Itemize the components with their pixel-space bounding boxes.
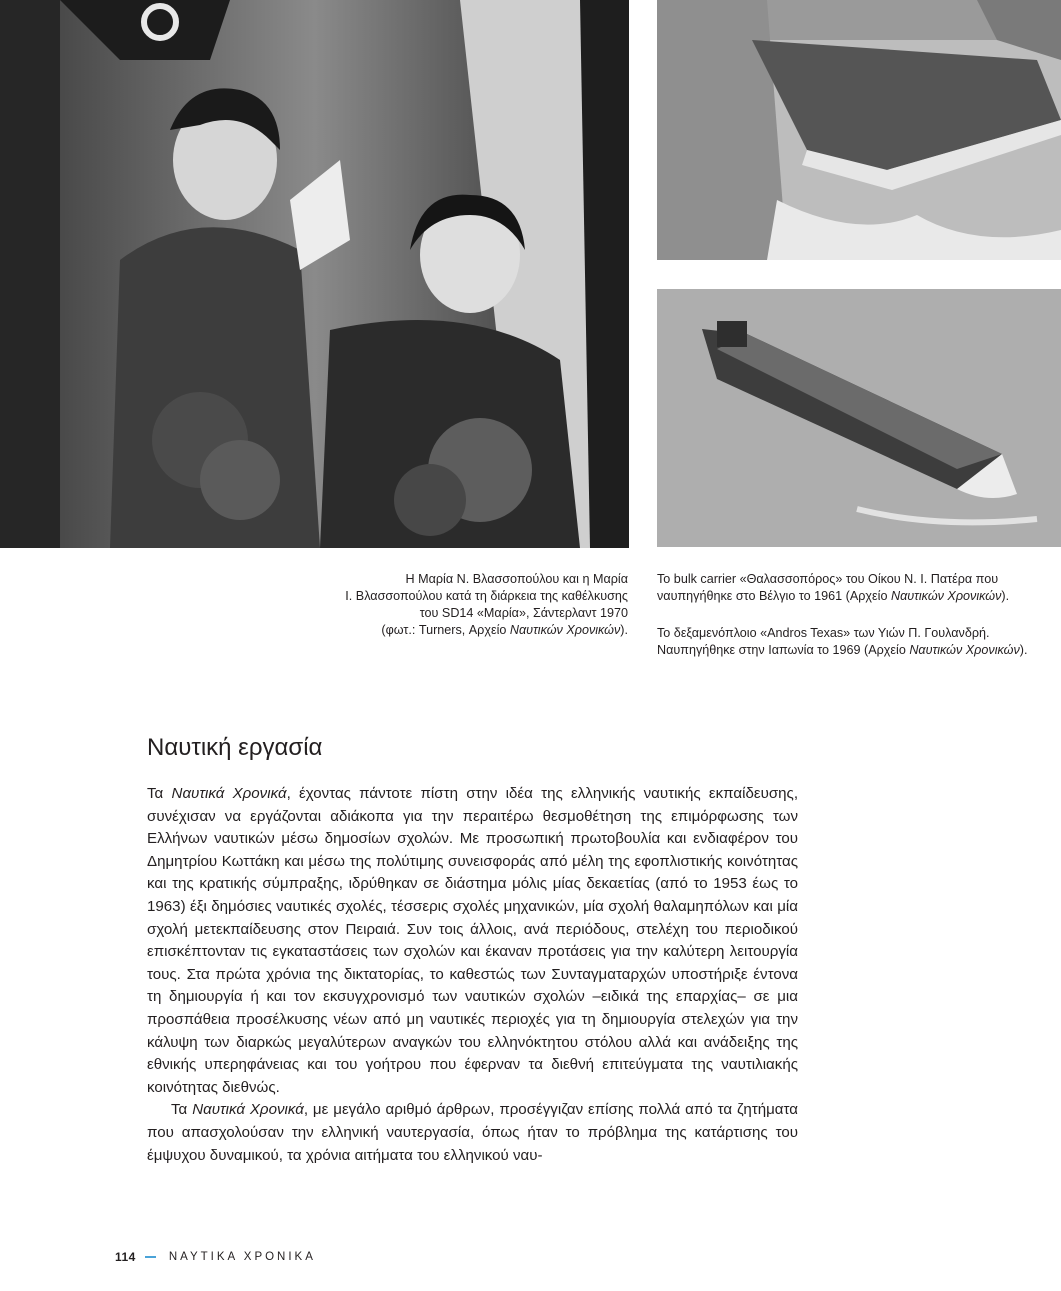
magazine-title: Ναυτικά Χρονικά	[171, 785, 287, 802]
body-text	[147, 783, 798, 1167]
caption-text: ).	[1001, 589, 1010, 603]
caption-line: του SD14 «Μαρία», Σάντερλαντ 1970	[419, 606, 628, 620]
bulk-carrier-photo	[657, 0, 1061, 260]
caption-line: Η Μαρία Ν. Βλασσοπούλου και η Μαρία	[405, 572, 628, 586]
caption-text: Ναυπηγήθηκε στην Ιαπωνία το 1969 (Αρχείο	[657, 643, 910, 657]
caption-line: Το bulk carrier «Θαλασσοπόρος» του Οίκου Ν. Ι. Πατέρα που	[657, 572, 999, 586]
caption-text: ).	[620, 623, 628, 637]
tanker-image	[657, 289, 1061, 547]
caption-bulk-carrier	[657, 571, 1061, 605]
body-paragraph	[147, 783, 798, 1099]
body-paragraph	[147, 1099, 798, 1167]
ship-launch-image	[0, 0, 629, 548]
caption-text: ναυπηγήθηκε στο Βέλγιο το 1961 (Αρχείο	[657, 589, 891, 603]
page-footer	[115, 1250, 316, 1264]
magazine-title: Ναυτικά Χρονικά	[192, 1101, 304, 1119]
paragraph-text: Τα	[147, 785, 172, 802]
paragraph-text: , με μεγάλο αριθμό άρθρων, προσέγγιζαν επίσης πολλά από τα ζητήματα που απασχολούσαν την ελληνική ναυτεργασία, όπως ήταν το πρόβλημα της κατάρτισης του έμψυχου δυναμικού, τα χρόνια αιτήματα του ελληνικού ναυ-	[147, 1101, 799, 1164]
accent-dash	[145, 1256, 156, 1258]
paragraph-text: Τα	[171, 1101, 193, 1119]
caption-text: ).	[1019, 643, 1028, 657]
caption-line	[330, 622, 628, 639]
running-title: ΝΑΥΤΙΚΑ ΧΡΟΝΙΚΑ	[168, 1251, 316, 1263]
page-number: 114	[115, 1250, 136, 1264]
caption-italic-title: Ναυτικών Χρονικών	[890, 589, 1002, 603]
section-heading: Ναυτική εργασία	[147, 734, 323, 761]
caption-text: (φωτ.: Turners, Αρχείο	[381, 623, 510, 637]
caption-line: Ι. Βλασσοπούλου κατά τη διάρκεια της καθέλκυσης	[345, 589, 628, 603]
caption-line	[657, 588, 1061, 605]
bulk-carrier-image	[657, 0, 1061, 260]
paragraph-text: , έχοντας πάντοτε πίστη στην ιδέα της ελληνικής ναυτικής εκπαίδευσης, συνέχισαν να εργάζονται αδιάκοπα για την περαιτέρω θεσμοθέτηση της επιμόρφωσης των Ελλήνων ναυτικών μέσω δημοσίων σχολών. Με προσωπική πρωτοβουλία και ενδιαφέρον του Δημητρίου Κωττάκη και μέσω της πολύτιμης συνεισφοράς από μέλη της εφοπλιστικής κοινότητας και της κρατικής σύμπραξης, ιδρύθηκαν σε διάστημα μόλις μίας δεκαετίας (από το 1953 έως το 1963) έξι δημόσιες ναυτικές σχολές, τέσσερις σχολές μηχανικών, μία σχολή θαλαμηπόλων και μία σχολή μετεκπαίδευσης στον Πειραιά. Συν τοις άλλοις, ανά περιόδους, στελέχη του περιοδικού επισκέπτονταν τις εγκαταστάσεις των σχολών και έκαναν προτάσεις για την καλύτερη λειτουργία τους. Στα πρώτα χρόνια της δικτατορίας, το καθεστώς των Συνταγματαρχών υποστήριξε έντονα τη δημιουργία ή και τον εκσυγχρονισμό των ναυτικών σχολών –ειδικά της επαρχίας– σε μια προσπάθεια προσέλκυσης νέων από μη ναυτικές περιοχές για τη δημιουργία στελεχών για την κάλυψη των διαρκώς μεγαλύτερων αναγκών του ελληνόκτητου στόλου αλλά και ανάδειξης της εθνικής υπερηφάνειας και του γοήτρου που έφερναν τα διεθνή επιτεύγματα της ναυτιλιακής κοινότητας διεθνώς.	[147, 785, 799, 1096]
caption-italic-title: Ναυτικών Χρονικών	[509, 623, 621, 637]
caption-line: Το δεξαμενόπλοιο «Andros Texas» των Υιών Π. Γουλανδρή.	[657, 626, 990, 640]
caption-line	[657, 642, 1061, 659]
caption-tanker	[657, 625, 1061, 659]
caption-italic-title: Ναυτικών Χρονικών	[909, 643, 1020, 657]
tanker-photo	[657, 289, 1061, 547]
caption-launch	[330, 571, 628, 639]
ship-launch-photo	[0, 0, 629, 548]
